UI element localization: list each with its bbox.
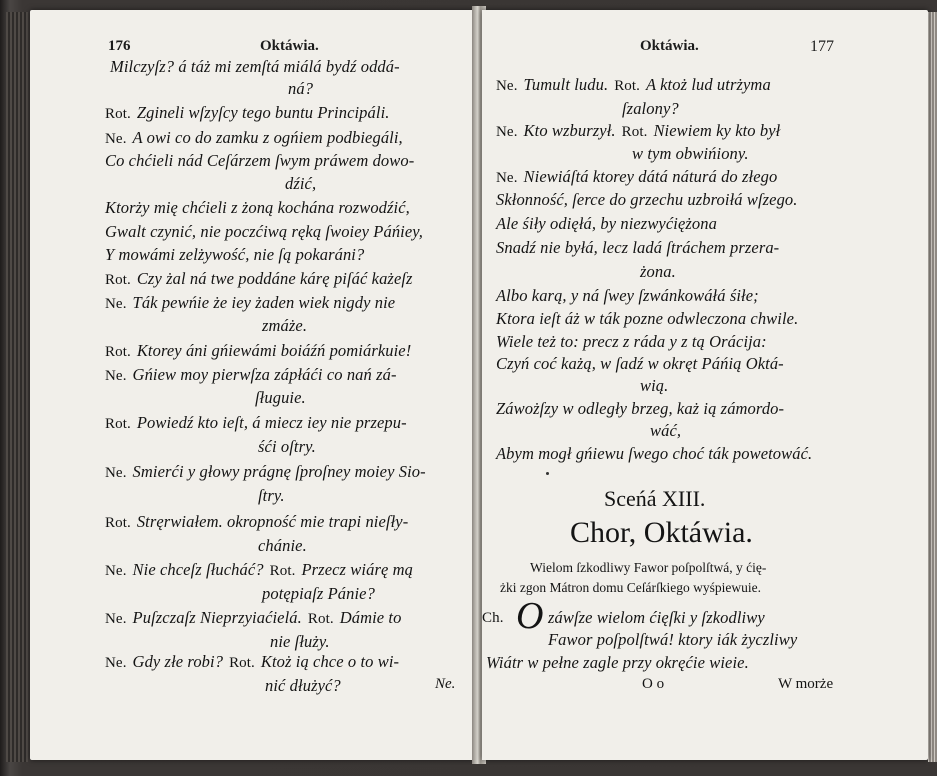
text-line: Ale śiły odięłá, by niezwyćiężona xyxy=(496,214,717,233)
speaker-label: Ne. xyxy=(105,296,127,312)
text-line: Rot. Ktorey áni gńiewámi boiáźń pomiárkuie! xyxy=(105,341,412,360)
speaker-label: Rot. xyxy=(614,78,641,94)
left-running-head: Oktáwia. xyxy=(260,38,319,54)
text-line: Milczyſz? á táż mi zemſtá miálá bydź oddá- xyxy=(110,57,400,76)
text-line: Wiele też to: precz z ráda y z tą Orácija: xyxy=(496,332,767,351)
speaker-label: Rot. xyxy=(621,124,648,140)
text-line: nić dłużyć? xyxy=(265,676,341,695)
text-line: Rot. Czy żal ná twe poddáne kárę piſáć każeſz xyxy=(105,269,413,288)
text-line: Gwalt czynić, nie poczćiwą ręką ſwoiey Páńiey, xyxy=(105,222,424,241)
text-line: Záwożſzy w odległy brzeg, każ ią zámordo- xyxy=(496,399,785,418)
text-line: ſzalony? xyxy=(622,99,679,118)
speaker-label: Ne. xyxy=(105,131,127,147)
speaker-label: Rot. xyxy=(307,611,334,627)
text-line: Ne. Puſzczaſz Nieprzyiaćielá. Rot. Dámie to xyxy=(105,608,402,627)
speaker-label: Rot. xyxy=(105,416,131,432)
scene-title: Chor, Oktáwia. xyxy=(570,516,753,549)
text-line: żona. xyxy=(640,262,676,281)
left-catchword: Ne. xyxy=(435,676,456,692)
text-line: Abym mogł gńiewu ſwego choć ták powetowáć. xyxy=(496,444,813,463)
text-line: Ne. Nie chceſz ſłucháć? Rot. Przecz wiárę mą xyxy=(105,560,413,579)
text-line: Czyń coć każą, w ſadź w okręt Páńią Oktá- xyxy=(496,354,784,373)
ornament-dot xyxy=(546,472,549,475)
text-line: potępiaſz Pánie? xyxy=(262,584,375,603)
speaker-label: Ne. xyxy=(105,465,127,481)
text-line: Co chćieli nád Ceſárzem ſwym práwem dowo- xyxy=(105,151,415,170)
text-line: zmáże. xyxy=(262,316,308,335)
text-line: Ktora ieſt áż w ták pozne odwleczona chwile. xyxy=(496,309,799,328)
scene-heading: Sceńá XIII. xyxy=(604,486,706,511)
speaker-label: Ne. xyxy=(496,78,518,94)
book-edge-right xyxy=(928,12,937,762)
text-line: Ne. Gńiew moy pierwſza zápłáći co nań zá- xyxy=(105,365,397,384)
text-line: Skłonność, ſerce do grzechu uzbroiłá wſzego. xyxy=(496,190,798,209)
text-line: Y mowámi zelżywość, nie ſą pokaráni? xyxy=(105,245,365,264)
text-line: Ne. Gdy złe robi? Rot. Ktoż ią chce o to wi- xyxy=(105,652,400,671)
text-line: Wiátr w pełne zagle przy okręćie wieie. xyxy=(486,653,749,672)
text-line: śći oſtry. xyxy=(258,437,316,456)
text-line: Fawor poſpolſtwá! ktory iák życzliwy xyxy=(548,630,798,649)
text-line: chánie. xyxy=(258,536,307,555)
speaker-label: Rot. xyxy=(105,344,131,360)
text-line: ſtry. xyxy=(258,486,285,505)
speaker-label: Rot. xyxy=(229,655,255,671)
right-running-head: Oktáwia. xyxy=(640,38,699,54)
text-line: Albo karą, y ná ſwey ſzwánkowáłá śiłe; xyxy=(496,286,759,305)
speaker-label: Ne. xyxy=(105,655,127,671)
text-line: Rot. Powiedź kto ieſt, á miecz iey nie przepu- xyxy=(105,413,407,432)
signature-mark: O o xyxy=(642,676,665,692)
speaker-label: Rot. xyxy=(105,515,131,531)
text-line: Ne. Kto wzburzył. Rot. Niewiem ky kto był xyxy=(496,121,781,140)
text-line: záwſze wielom ćięſki y ſzkodliwy xyxy=(548,608,765,627)
argument-line: Wielom ſzkodliwy Fawor poſpolſtwá, y ćię- xyxy=(530,560,767,575)
text-line: Rot. Stręrwiałem. okropność mie trapi nieſły- xyxy=(105,512,409,531)
text-line: Ne. Tumult ludu. Rot. A ktoż lud utrżyma xyxy=(496,75,771,94)
speaker-label: Ne. xyxy=(496,170,518,186)
chor-speaker-label: Ch. xyxy=(482,610,504,626)
text-line: Rot. Zgineli wſzyſcy tego buntu Principáli. xyxy=(105,103,390,122)
text-line: wią. xyxy=(640,376,669,395)
text-line: Ne. Ták pewńie że iey żaden wiek nigdy nie xyxy=(105,293,396,312)
text-line: ſługuie. xyxy=(255,388,306,407)
right-page-number: 177 xyxy=(810,38,834,55)
text-line: Ne. Smierći y głowy prágnę ſproſney moiey Sio- xyxy=(105,462,426,481)
speaker-label: Ne. xyxy=(105,563,127,579)
text-line: wáć, xyxy=(650,421,682,440)
right-page xyxy=(482,10,928,760)
speaker-label: Ne. xyxy=(496,124,518,140)
speaker-label: Ne. xyxy=(105,368,127,384)
text-line: Ne. A owi co do zamku z ogńiem podbiegáli, xyxy=(105,128,403,147)
speaker-label: Rot. xyxy=(105,106,131,122)
speaker-label: Ne. xyxy=(105,611,127,627)
text-line: Ktorży mię chćieli z żoną kochána rozwodźić, xyxy=(105,198,410,217)
text-line: dźić, xyxy=(285,174,317,193)
text-line: w tym obwińiony. xyxy=(632,144,749,163)
drop-cap: O xyxy=(516,595,544,637)
left-page-number: 176 xyxy=(108,38,131,54)
text-line: Snadź nie byłá, lecz ladá ſtráchem przera- xyxy=(496,238,780,257)
left-page xyxy=(30,10,476,760)
speaker-label: Rot. xyxy=(269,563,296,579)
argument-line: żki zgon Mátron domu Ceſárſkiego wyśpiewuie. xyxy=(500,580,761,595)
text-line: Ne. Niewiáſtá ktorey dátá náturá do złego xyxy=(496,167,778,186)
right-catchword: W morże xyxy=(778,676,834,692)
speaker-label: Rot. xyxy=(105,272,131,288)
text-line: ná? xyxy=(288,79,314,98)
book-edge-left xyxy=(6,12,28,762)
text-line: nie ſłuży. xyxy=(270,632,330,651)
